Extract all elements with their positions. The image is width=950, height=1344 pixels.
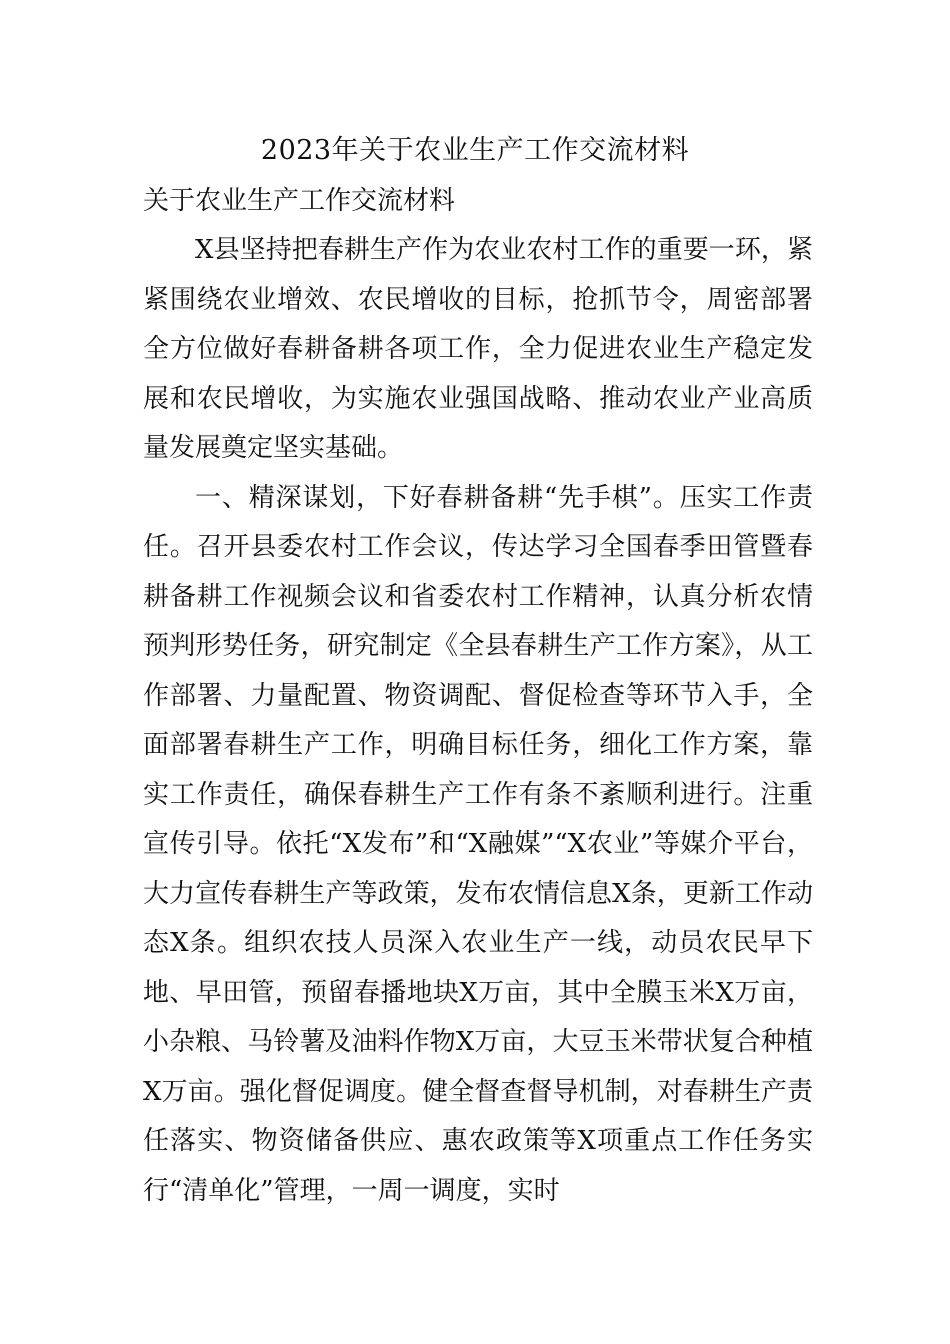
document-subtitle: 关于农业生产工作交流材料 <box>143 186 456 216</box>
document-title: 2023年关于农业生产工作交流材料 <box>260 135 690 166</box>
document-body <box>143 226 813 1216</box>
paragraph-intro: X县坚持把春耕生产作为农业农村工作的重要一环，紧紧围绕农业增效、农民增收的目标，抢抓节令，周密部署全方位做好春耕备耕各项工作，全力促进农业生产稳定发展和农民增收，为实施农业强国战略、推动农业产业高质量发展奠定坚实基础。 <box>143 235 813 463</box>
paragraph-section-one: 一、精深谋划，下好春耕备耕“先手棋”。压实工作责任。召开县委农村工作会议，传达学习全国春季田管暨春耕备耕工作视频会议和省委农村工作精神，认真分析农情预判形势任务，研究制定《全县春耕生产工作方案》，从工作部署、力量配置、物资调配、督促检查等环节入手，全面部署春耕生产工作，明确目标任务，细化工作方案，靠实工作责任，确保春耕生产工作有条不紊顺利进行。注重宣传引导。依托“X发布”和“X融媒”“X农业”等媒介平台，大力宣传春耕生产等政策，发布农情信息X条，更新工作动态X条。组织农技人员深入农业生产一线，动员农民早下地、早田管，预留春播地块X万亩，其中全膜玉米X万亩，小杂粮、马铃薯及油料作物X万亩，大豆玉米带状复合种植X万亩。强化督促调度。健全督查督导机制，对春耕生产责任落实、物资储备供应、惠农政策等X项重点工作任务实行“清单化”管理，一周一调度，实时 <box>143 482 813 1206</box>
